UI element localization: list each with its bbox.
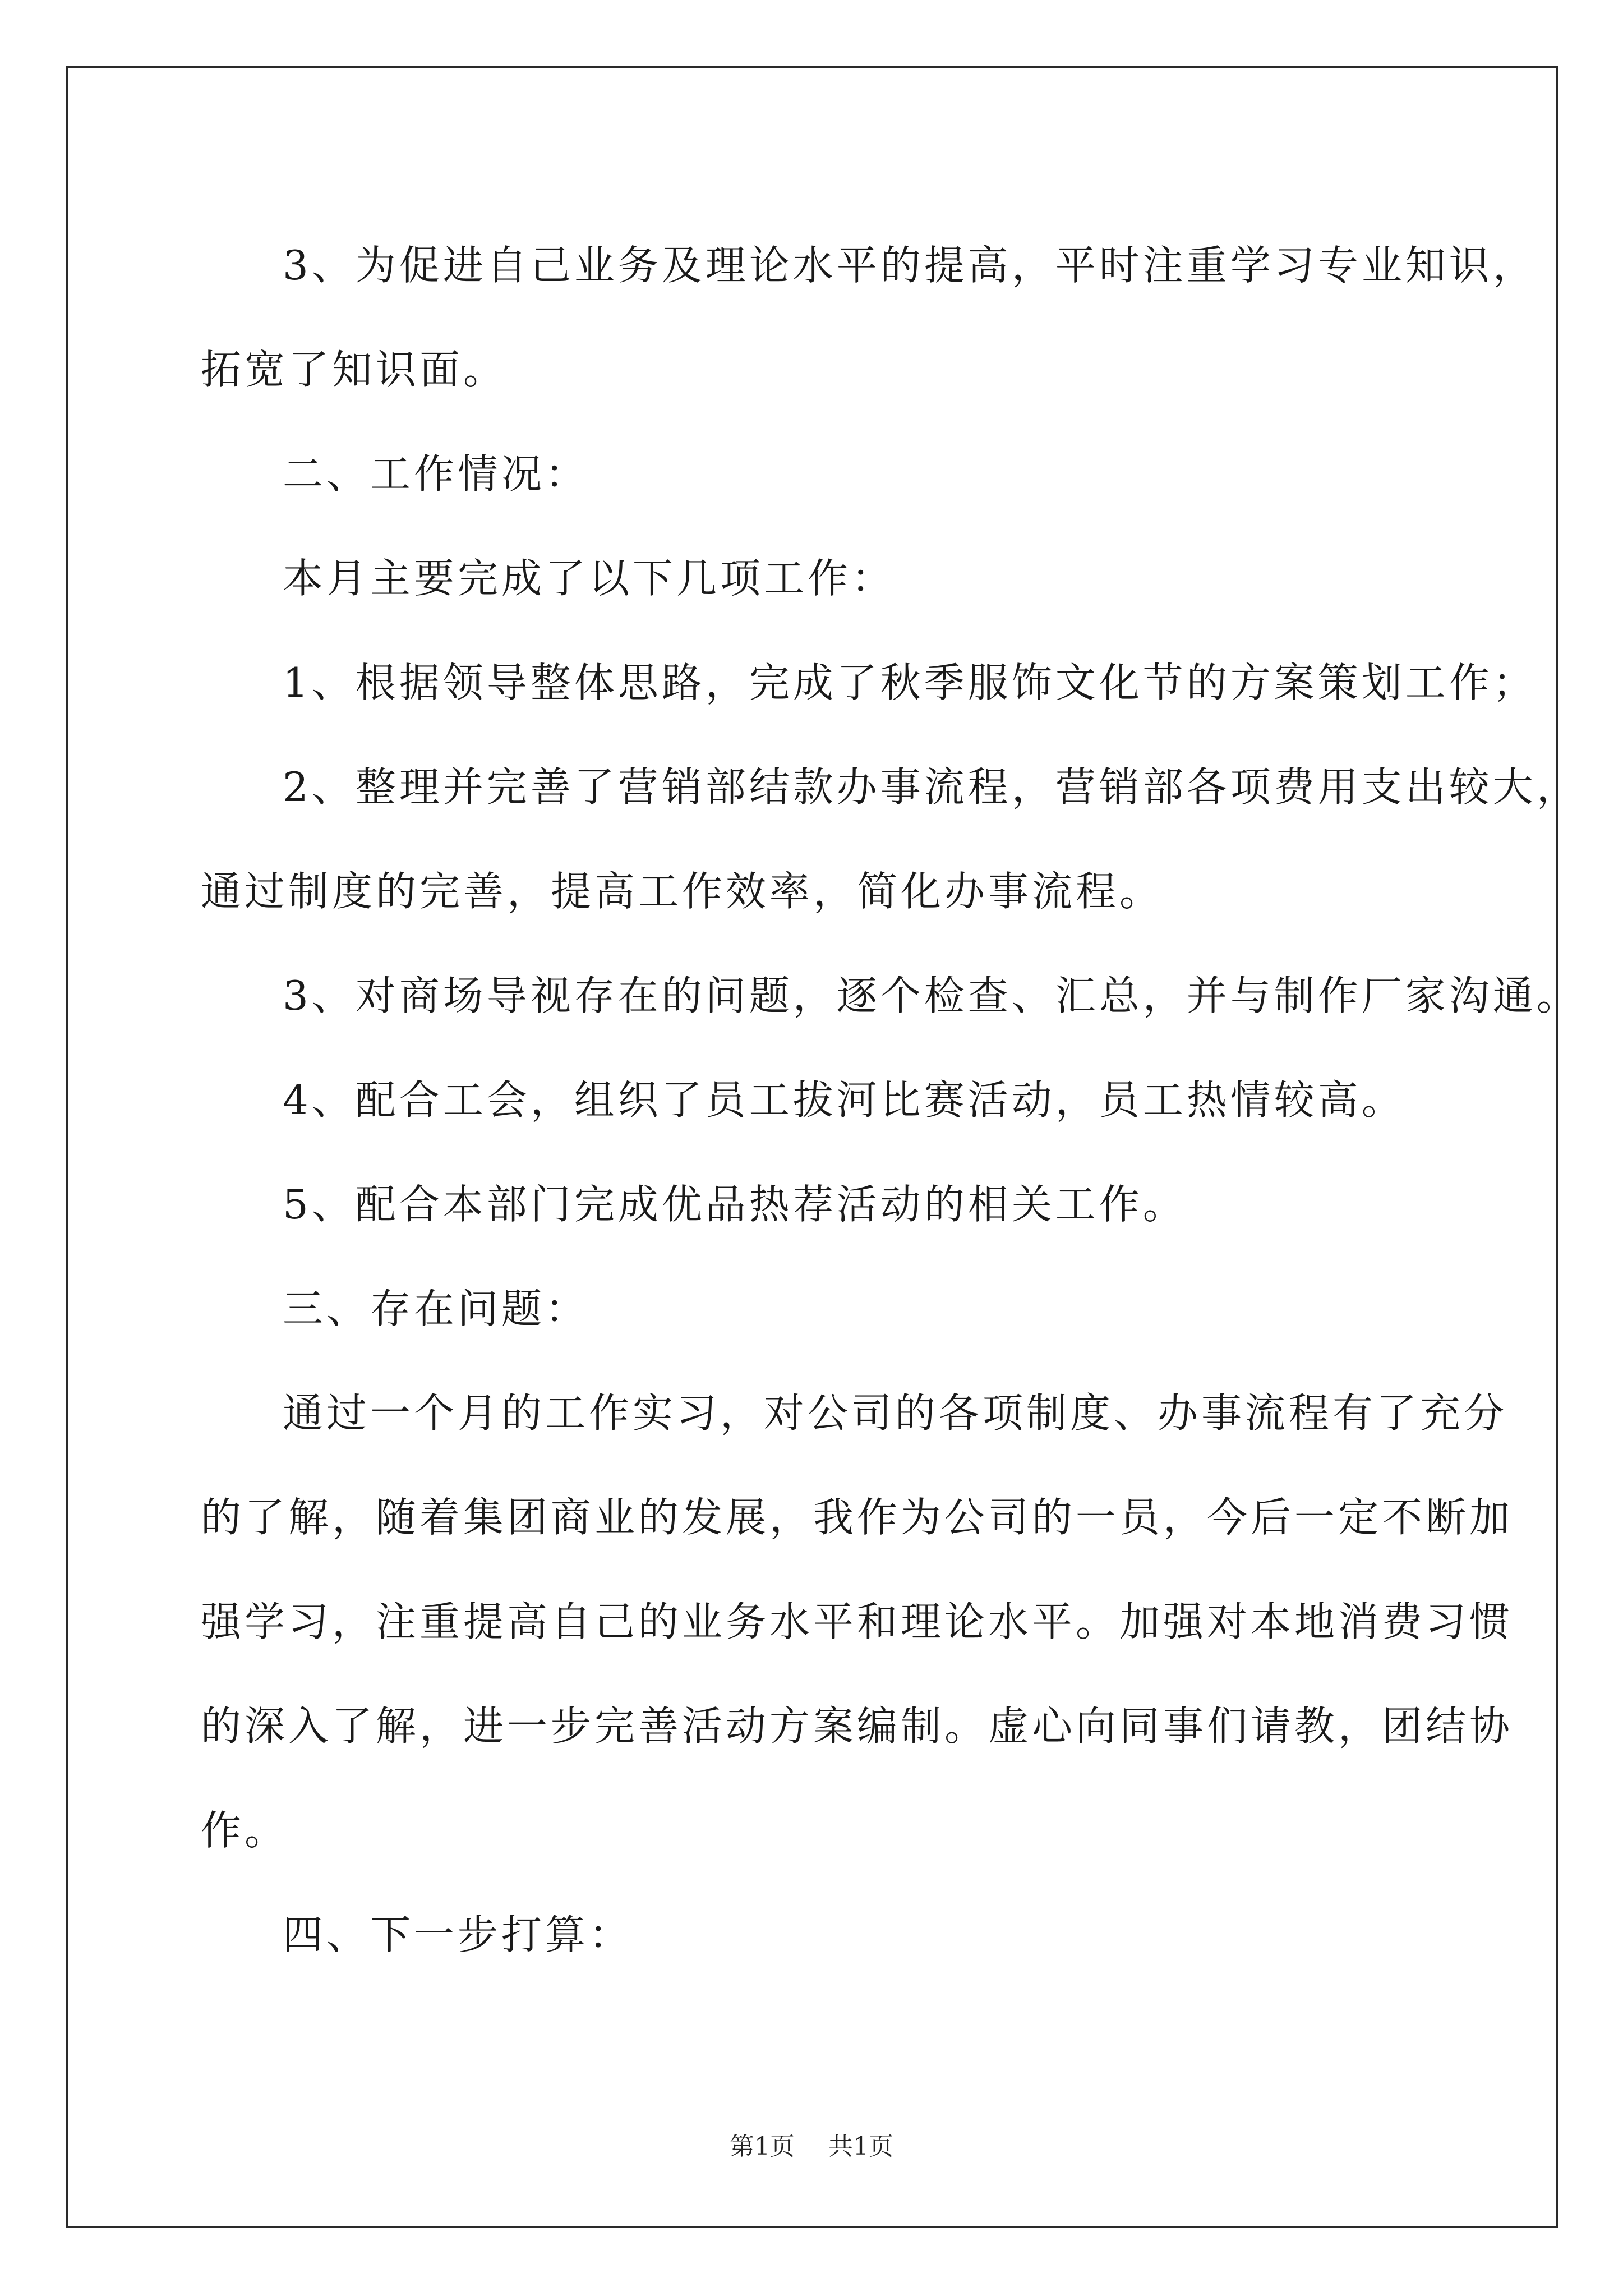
list-item: 5、配合本部门完成优品热荐活动的相关工作。 [283, 1181, 1187, 1228]
section-heading: 三、存在问题： [283, 1285, 589, 1332]
list-item: 3、对商场导视存在的问题，逐个检查、汇总，并与制作厂家沟通。 [283, 972, 1580, 1019]
list-item: 1、根据领导整体思路，完成了秋季服饰文化节的方案策划工作； [283, 659, 1537, 706]
paragraph-line: 的了解，随着集团商业的发展，我作为公司的一员，今后一定不断加 [201, 1494, 1514, 1541]
page-number: 第1页 [730, 2132, 795, 2161]
document-body [201, 213, 1580, 1987]
paragraph-line: 的深入了解，进一步完善活动方案编制。虚心向同事们请教，团结协 [201, 1703, 1514, 1750]
list-item: 4、配合工会，组织了员工拔河比赛活动，员工热情较高。 [283, 1076, 1405, 1124]
section-heading: 二、工作情况： [283, 450, 589, 498]
page-footer [0, 2126, 1623, 2162]
list-item: 2、整理并完善了营销部结款办事流程，营销部各项费用支出较大， [283, 763, 1580, 811]
paragraph-line: 拓宽了知识面。 [201, 346, 508, 393]
paragraph-line: 通过制度的完善，提高工作效率，简化办事流程。 [201, 868, 1164, 915]
paragraph-line: 通过一个月的工作实习，对公司的各项制度、办事流程有了充分 [283, 1389, 1508, 1437]
paragraph-line: 强学习，注重提高自己的业务水平和理论水平。加强对本地消费习惯 [201, 1598, 1514, 1645]
paragraph-line: 本月主要完成了以下几项工作： [283, 555, 896, 602]
section-heading: 四、下一步打算： [283, 1911, 633, 1958]
paragraph-line: 3、为促进自己业务及理论水平的提高，平时注重学习专业知识， [283, 242, 1537, 289]
page-total: 共1页 [828, 2132, 893, 2161]
paragraph-line: 作。 [201, 1807, 289, 1854]
